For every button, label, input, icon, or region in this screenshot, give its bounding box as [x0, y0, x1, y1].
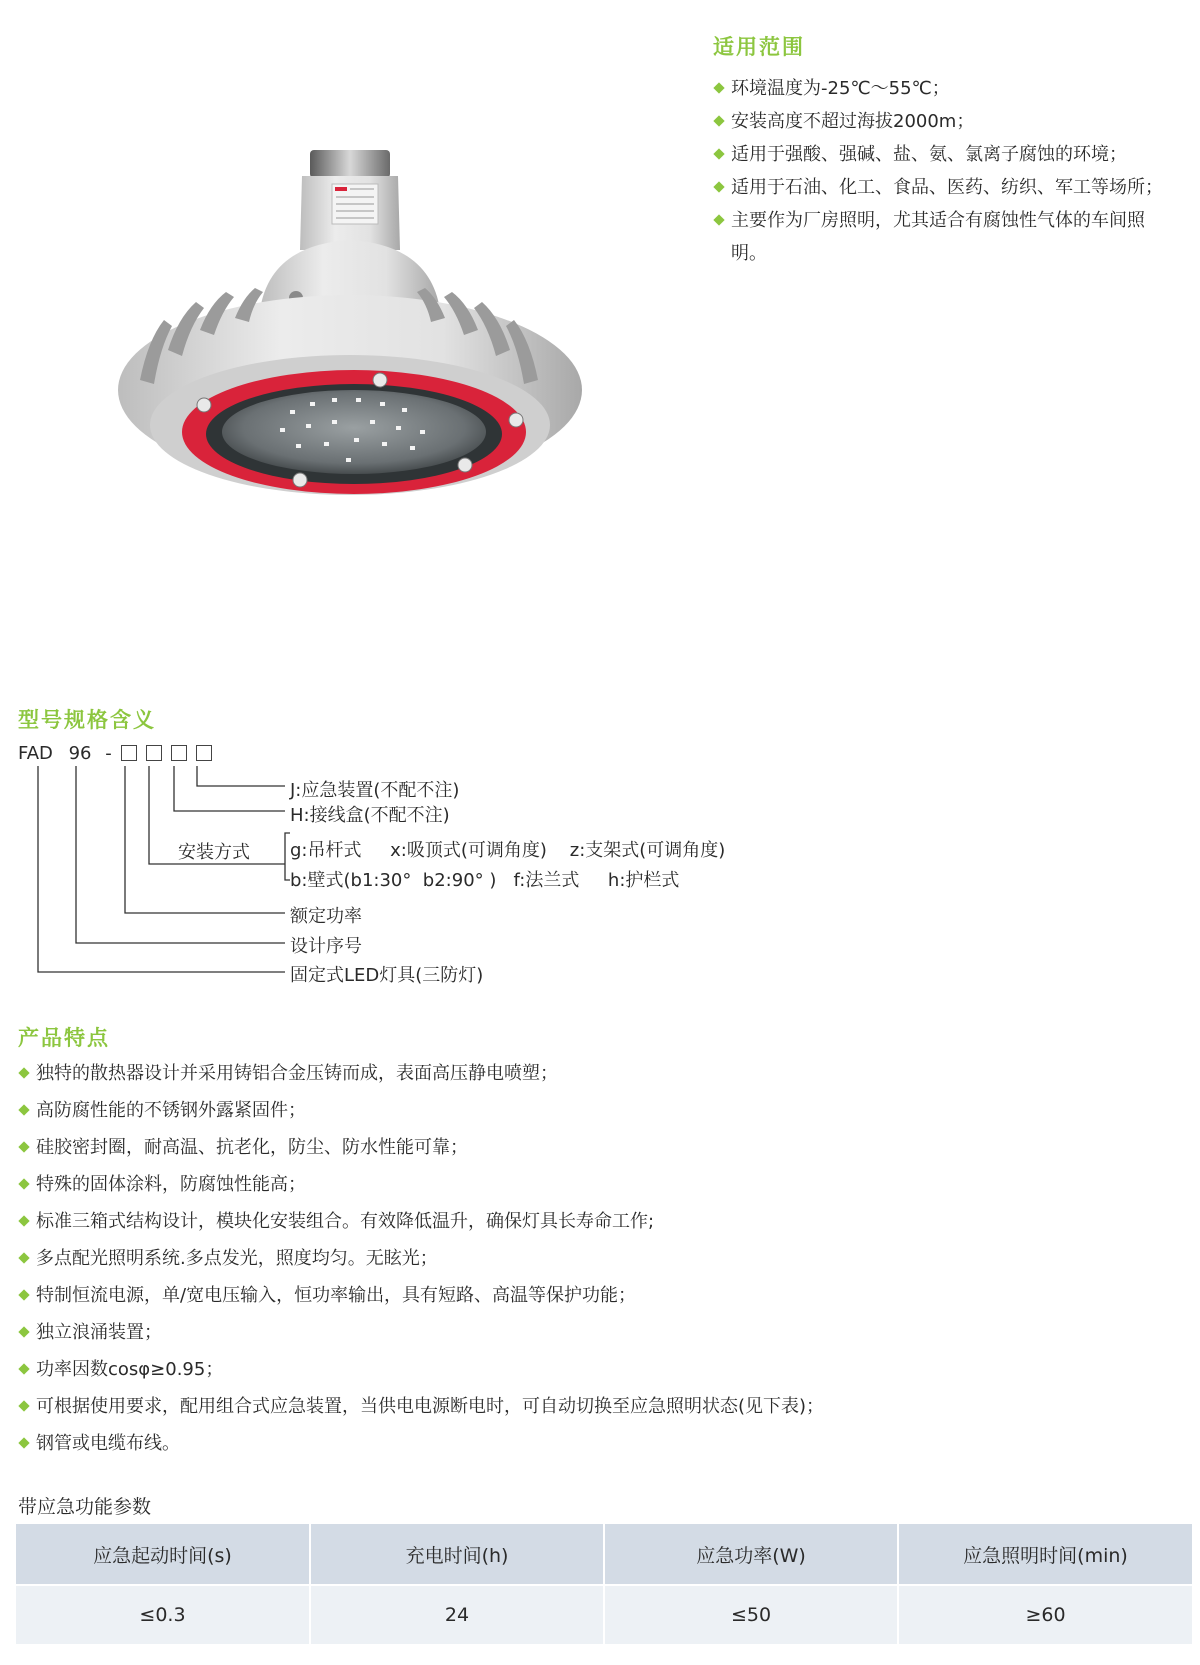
list-item: 硅胶密封圈，耐高温、抗老化，防尘、防水性能可靠； — [18, 1137, 824, 1174]
table-header-cell: 应急功率(W) — [604, 1524, 898, 1585]
table-cell: ≤50 — [604, 1585, 898, 1644]
list-item: 特制恒流电源，单/宽电压输入，恒功率输出，具有短路、高温等保护功能； — [18, 1285, 824, 1322]
list-item: 标准三箱式结构设计，模块化安装组合。有效降低温升，确保灯具长寿命工作; — [18, 1211, 824, 1248]
list-item: 独特的散热器设计并采用铸铝合金压铸而成，表面高压静电喷塑； — [18, 1063, 824, 1100]
model-dash: - — [105, 743, 112, 764]
list-item: 多点配光照明系统.多点发光，照度均匀。无眩光； — [18, 1248, 824, 1285]
label-mount-line1: g:吊杆式 x:吸顶式(可调角度) z:支架式(可调角度) — [290, 840, 726, 861]
scope-title: 适用范围 — [713, 35, 805, 59]
table-cell: ≤0.3 — [16, 1585, 310, 1644]
diamond-bullet-icon — [18, 1104, 29, 1115]
diamond-bullet-icon — [18, 1363, 29, 1374]
emergency-table-wrap — [16, 1524, 1192, 1644]
table-cell: ≥60 — [898, 1585, 1192, 1644]
table-header-cell: 充电时间(h) — [310, 1524, 604, 1585]
table-cell: 24 — [310, 1585, 604, 1644]
diamond-bullet-icon — [18, 1289, 29, 1300]
diamond-bullet-icon — [18, 1437, 29, 1448]
model-series: 96 — [68, 743, 92, 764]
list-item: 安装高度不超过海拔2000m； — [713, 111, 1171, 133]
list-item: 适用于石油、化工、食品、医药、纺织、军工等场所； — [713, 177, 1171, 199]
diamond-bullet-icon — [18, 1326, 29, 1337]
label-design-number: 设计序号 — [290, 936, 362, 957]
list-item: 环境温度为-25℃～55℃； — [713, 78, 1171, 100]
diamond-bullet-icon — [18, 1400, 29, 1411]
diamond-bullet-icon — [18, 1252, 29, 1263]
list-item: 可根据使用要求，配用组合式应急装置，当供电电源断电时，可自动切换至应急照明状态(见下表)； — [18, 1396, 824, 1433]
diamond-bullet-icon — [18, 1067, 29, 1078]
list-item: 特殊的固体涂料，防腐蚀性能高； — [18, 1174, 824, 1211]
label-emergency-device: J:应急装置(不配不注) — [290, 780, 460, 801]
list-item: 独立浪涌装置； — [18, 1322, 824, 1359]
table-header-row — [16, 1524, 1192, 1585]
label-fixed-led: 固定式LED灯具(三防灯) — [290, 965, 484, 986]
label-mount-title: 安装方式 — [178, 842, 250, 863]
list-item: 主要作为厂房照明，尤其适合有腐蚀性气体的车间照明。 — [713, 204, 1171, 270]
table-row — [16, 1585, 1192, 1644]
label-rated-power: 额定功率 — [290, 906, 362, 927]
list-item: 钢管或电缆布线。 — [18, 1433, 824, 1470]
diamond-bullet-icon — [18, 1178, 29, 1189]
table-header-cell: 应急起动时间(s) — [16, 1524, 310, 1585]
model-title: 型号规格含义 — [18, 708, 156, 732]
label-junction-box: H:接线盒(不配不注) — [290, 805, 450, 826]
emergency-table — [16, 1524, 1192, 1644]
features-title: 产品特点 — [18, 1026, 110, 1050]
emergency-title: 带应急功能参数 — [18, 1496, 152, 1518]
list-item: 高防腐性能的不锈钢外露紧固件； — [18, 1100, 824, 1137]
label-mount-line2: b:壁式(b1:30° b2:90° ) f:法兰式 h:护栏式 — [290, 870, 680, 891]
features-list — [18, 1063, 824, 1470]
list-item: 功率因数cosφ≥0.95； — [18, 1359, 824, 1396]
model-prefix: FAD — [18, 743, 53, 764]
diamond-bullet-icon — [18, 1141, 29, 1152]
list-item: 适用于强酸、强碱、盐、氨、氯离子腐蚀的环境； — [713, 144, 1171, 166]
diamond-bullet-icon — [18, 1215, 29, 1226]
table-header-cell: 应急照明时间(min) — [898, 1524, 1192, 1585]
